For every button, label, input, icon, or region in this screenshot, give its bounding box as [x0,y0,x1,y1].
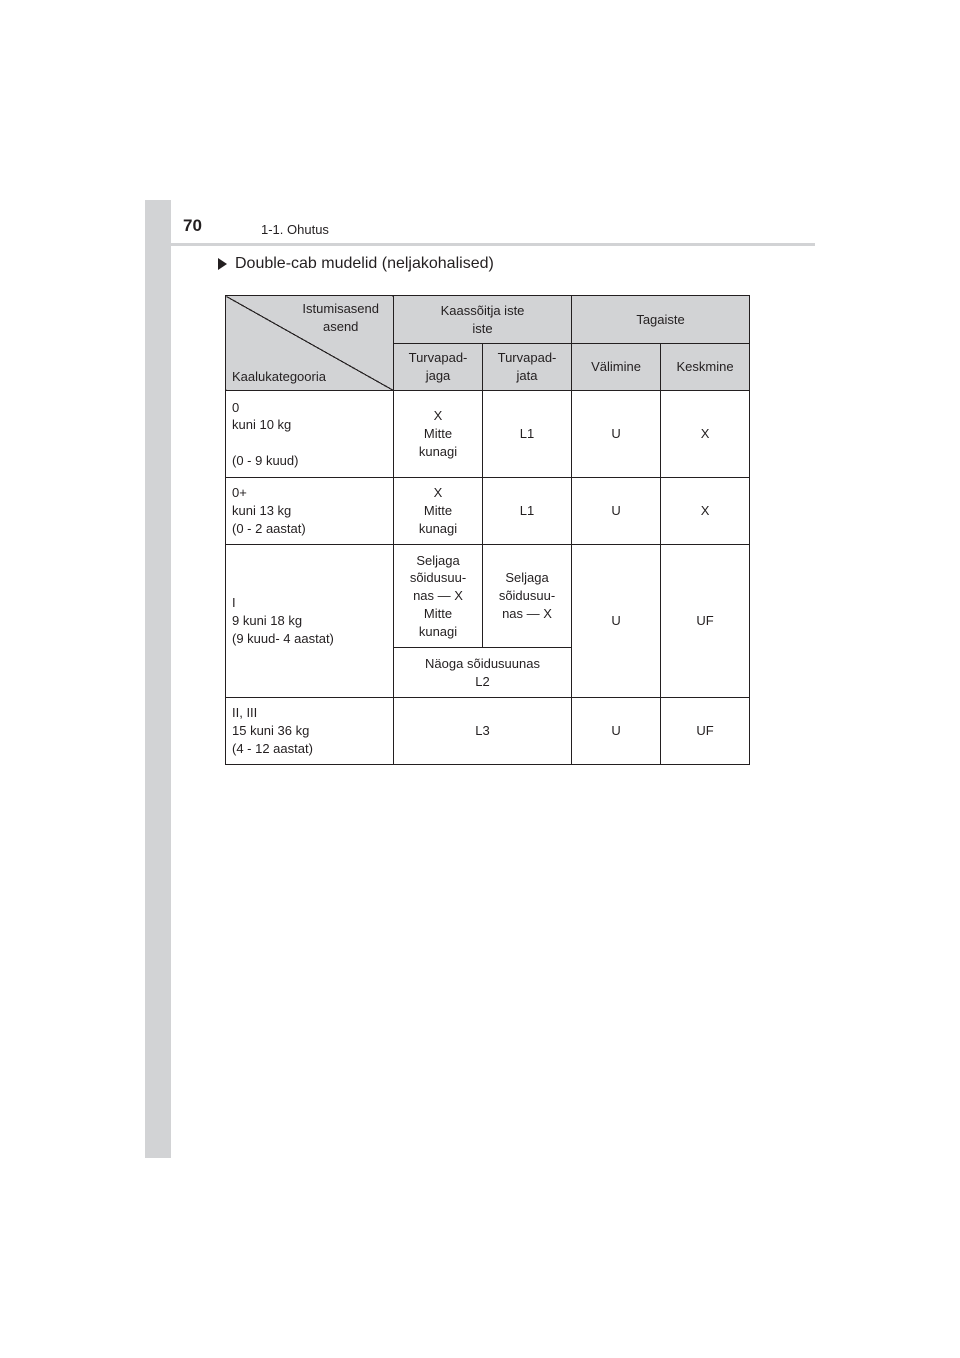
page-number: 70 [183,216,202,235]
child-seat-table [225,295,750,765]
header-rule [145,243,815,246]
table-corner-cell [226,296,394,391]
cell-airbag-on: X Mitte kunagi [394,391,483,478]
cell-center: X [661,478,750,545]
cell-outer: U [572,545,661,698]
category-cell: II, III 15 kuni 36 kg (4 - 12 aastat) [226,698,394,765]
category-cell: 0 kuni 10 kg (0 - 9 kuud) [226,391,394,478]
subheader-outer: Välimine [572,344,661,391]
header-rear-seat: Tagaiste [572,296,750,344]
cell-airbag-off: L1 [483,478,572,545]
heading-text: Double-cab mudelid (neljakohalised) [235,255,494,272]
cell-front-seat: L3 [394,698,572,765]
cell-forward-facing: Näoga sõidusuunas L2 [394,648,572,698]
header-front-seat: Kaassõitja iste iste [394,296,572,344]
table-row [226,391,750,478]
cell-center: X [661,391,750,478]
cell-outer: U [572,698,661,765]
table-row [226,478,750,545]
cell-outer: U [572,391,661,478]
category-cell: 0+ kuni 13 kg (0 - 2 aastat) [226,478,394,545]
subheader-center: Keskmine [661,344,750,391]
corner-label-position: Istumisasend asend [302,301,379,334]
cell-airbag-off: L1 [483,391,572,478]
table-row [226,545,750,648]
cell-outer: U [572,478,661,545]
cell-center: UF [661,698,750,765]
section-heading [218,255,494,273]
section-title: 1-1. Ohutus [261,222,329,237]
cell-center: UF [661,545,750,698]
category-cell: I 9 kuni 18 kg (9 kuud- 4 aastat) [226,545,394,698]
page-side-tab [145,200,171,1158]
cell-airbag-off: Seljaga sõidusuu- nas — X [483,545,572,648]
triangle-bullet-icon [218,258,227,270]
cell-airbag-on: X Mitte kunagi [394,478,483,545]
corner-label-category: Kaalukategooria [232,369,326,385]
cell-airbag-on: Seljaga sõidusuu- nas — X Mitte kunagi [394,545,483,648]
table-row [226,698,750,765]
subheader-airbag-on: Turvapad- jaga [394,344,483,391]
subheader-airbag-off: Turvapad- jata [483,344,572,391]
